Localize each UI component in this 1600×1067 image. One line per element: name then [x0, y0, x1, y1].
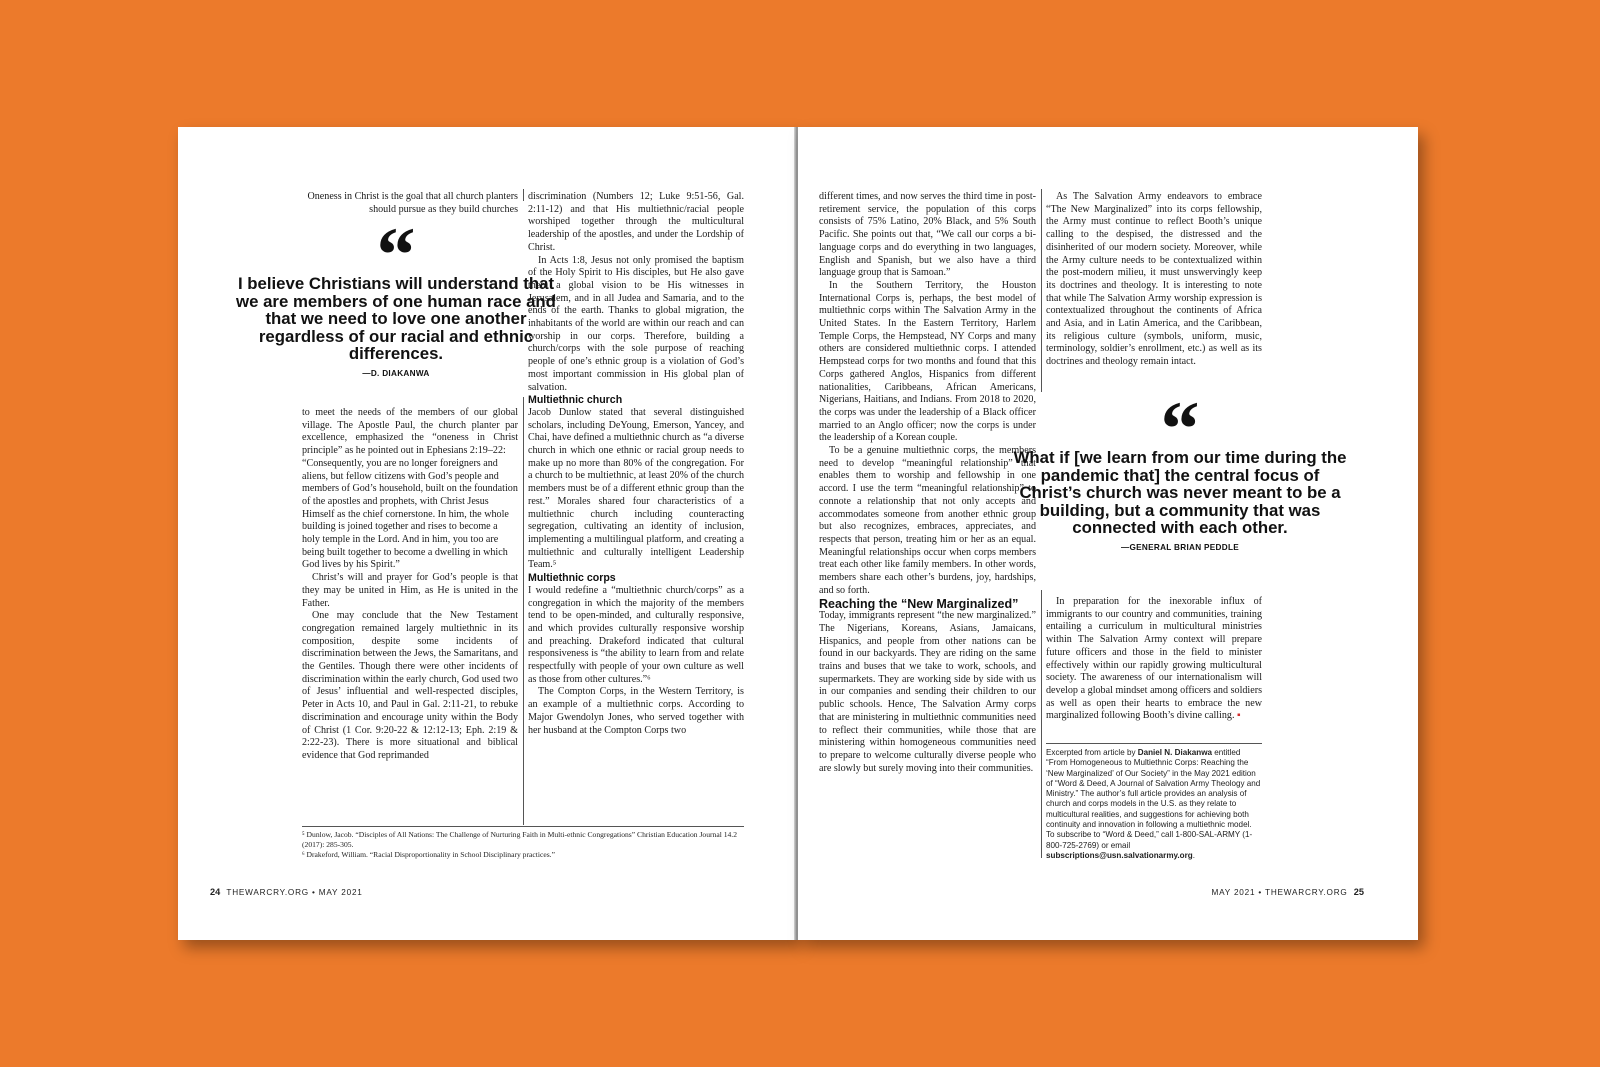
right-pullquote — [1010, 385, 1350, 552]
right-pullquote-text: What if [we learn from our time during the pandemic that] the central focus of Christ’s church was never meant to be a building, but a community that was connected with each other. — [1013, 448, 1347, 538]
left-block-quote: “Consequently, you are no longer foreigners and aliens, but fellow citizens with God’s people and members of God’s household, built on the foundation of the apostles and prophets, with Christ Jesus Himself as the chief cornerstone. In him, the whole building is joined together and rises to become a holy temple in the Lord. And in him, you too are being built together to become a dwelling in which God lives by his Spirit.” — [302, 457, 518, 571]
column-rule — [1041, 189, 1042, 392]
right-col2-bottom — [1046, 596, 1262, 723]
quote-mark-icon: “ — [376, 211, 416, 298]
credit-rule — [1046, 743, 1262, 744]
left-col1-top-text: Oneness in Christ is the goal that all church planters should pursue as they build churches — [307, 191, 518, 215]
left-col2 — [528, 191, 744, 737]
left-col1-p2: Christ’s will and prayer for God’s people is that they may be united in Him, as He is united in the Father. — [302, 572, 518, 609]
column-rule — [1041, 590, 1042, 858]
end-mark-icon: ▪ — [1237, 710, 1241, 722]
credit-text-end: . — [1192, 850, 1195, 860]
page-number: 25 — [1353, 887, 1364, 897]
left-col1-p3: One may conclude that the New Testament congregation remained largely multiethnic in its composition, despite some incidents of discrimination between the Jews, the Samaritans, and the Gentiles. Though there were other incidents of discrimination within the early church, God used two of Jesus’ influential and well-respected disciples, Peter in Acts 10, and Paul in Gal. 2:11-21, to rebuke discrimination and encourage unity within the Body of Christ (1 Cor. 9:20-22 & 12:12-13; Eph. 2:19 & 2:22-23). There is more situational and biblical evidence that God reprimanded — [302, 610, 518, 761]
page-left — [178, 127, 796, 940]
page-right — [798, 127, 1418, 940]
right-col2-p2 — [1046, 596, 1262, 723]
subscription-email: subscriptions@usn.salvationarmy.org — [1046, 850, 1193, 860]
right-folio — [1211, 887, 1364, 897]
left-col2-p3: Jacob Dunlow stated that several distinguished scholars, including DeYoung, Emerson, Yancey, and Chai, have defined a multiethnic church as “a diverse church in which one ethnic or racial group needs to make up no more than 80% of the congregation. For a church to be multiethnic, at least 20% of the church members must be of a different ethnic group than the rest.” Morales shared four characteristics of a multiethnic church including counteracting segregation, cultivating an identity of inclusion, implementing a multilingual platform, and creating a multiethnic and culturally intelligent Leadership Team.⁵ — [528, 406, 744, 571]
left-col2-p2: In Acts 1:8, Jesus not only promised the baptism of the Holy Spirit to His disciples, but He also gave them a global vision to be His witnesses in Jerusalem, and in all Judea and Samaria, and to the ends of the earth. Thanks to global migration, the inhabitants of the world are within our reach and can worship in our corps. Therefore, building a church/corps with the sole purpose of reaching people of one’s ethnic group is a violation of God’s most important commission in His global plan of salvation. — [528, 254, 744, 393]
right-pullquote-attribution: —GENERAL BRIAN PEDDLE — [1120, 542, 1240, 552]
right-col1 — [819, 191, 1036, 775]
left-folio-text: THEWARCRY.ORG • MAY 2021 — [226, 888, 363, 897]
page-number: 24 — [210, 887, 221, 897]
subhead-multiethnic-church: Multiethnic church — [528, 394, 623, 407]
footnotes — [302, 830, 744, 860]
subhead-multiethnic-corps: Multiethnic corps — [528, 572, 616, 585]
left-pullquote-attribution: —D. DIAKANWA — [362, 368, 430, 378]
footnote-5: ⁵ Dunlow, Jacob. “Disciples of All Nations: The Challenge of Nurturing Faith in Multi-ethnic Congregations” Christian Education Journal 14.2 (2017): 285-305. — [302, 830, 737, 849]
right-col1-p3: To be a genuine multiethnic corps, the members need to develop “meaningful relationship” that enables them to worship and fellowship in one accord. I use the term “meaningful relationship” to connote a relationship that not only accepts and accommodates someone from another ethnic group but also recognizes, embraces, appreciates, and respects that person, treating him or her as an equal. Meaningful relationships occur when corps members treat each other like family members. In other words, members share each other’s burdens, joy, hardships, and so forth. — [819, 445, 1036, 596]
article-credit — [1046, 748, 1262, 861]
left-col2-p1: discrimination (Numbers 12; Luke 9:51-56, Gal. 2:11-12) and that His multiethnic/racial people worshiped together through the multicultural leadership of the apostles, and under the Lordship of Christ. — [528, 191, 744, 253]
credit-author: Daniel N. Diakanwa — [1137, 748, 1212, 757]
magazine-spread — [178, 127, 1418, 940]
credit-text-b: entitled “From Homogeneous to Multiethnic Corps: Reaching the ‘New Marginalized’ of Our Society” in the May 2021 edition of “Word & Deed, A Journal of Salvation Army Theology and Ministry.” The author’s full article provides an analysis of church and corps models in the U.S. as they relate to multicultural realities, and suggestions for achieving both continuity and innovation in following a multiethnic model. To subscribe to “Word & Deed,” call 1-800-SAL-ARMY (1-800-725-2769) or email — [1046, 748, 1261, 850]
section-heading: Reaching the “New Marginalized” — [819, 596, 1019, 611]
right-col1-p4: Today, immigrants represent “the new marginalized.” The Nigerians, Koreans, Asians, Jamaicans, Hispanics, and people from other nations can be found in our backyards. They are riding on the same trains and buses that we take to work, schools, and supermarkets. They are working side by side with us in our companies and sending their children to our public schools. Hence, The Salvation Army corps that are ministering in multiethnic communities need to reflect their communities, while those that are ministering within homogeneous communities need to prepare to welcome culturally diverse people who are slowly but surely moving into their communities. — [819, 610, 1036, 774]
right-col1-p1: different times, and now serves the third time in post-retirement service, the population of this corps consists of 75% Latino, 20% Black, and 5% South Pacific. She points out that, “We call our corps a bi-language corps and do everything in two languages, English and Spanish, but we also have a third language group that is Samoan.” — [819, 191, 1036, 279]
left-col1-p1: to meet the needs of the members of our global village. The Apostle Paul, the church planter par excellence, emphasized the “oneness in Christ principle” as he pointed out in Ephesians 2:19–22: — [302, 407, 518, 457]
right-col2-p2-text: In preparation for the inexorable influx of immigrants to our country and communities, training entailing a curriculum in multicultural ministries within The Salvation Army context will prepare future officers and those in the field to minister effectively within our rapidly growing multicultural society. The awareness of our internationalism will develop a global mindset among officers and soldiers as well as open their hearts to embrace the new marginalized following Booth’s divine calling. — [1046, 596, 1262, 722]
right-folio-text: MAY 2021 • THEWARCRY.ORG — [1211, 888, 1348, 897]
left-pullquote-text: I believe Christians will understand that we are members of one human race and that we need to love one another regardless of our racial and ethnic differences. — [236, 274, 556, 364]
right-col1-p2: In the Southern Territory, the Houston International Corps is, perhaps, the best model of multiethnic corps within The Salvation Army in the United States. In the Eastern Territory, Harlem Temple Corps, the Hempstead, NY Corps and many others are considered multiethnic corps. I attended Hempstead corps for two months and found that this Corps gathered Anglos, Hispanics from different nationalities, Caribbeans, African Americans, Nigerians, Haitians, and Indians. From 2018 to 2020, the corps was under the leadership of a Black officer married to an Anglo officer; now the corps is under the leadership of a Korean couple. — [819, 279, 1036, 444]
right-col2-top — [1046, 191, 1262, 369]
left-pullquote — [234, 211, 558, 378]
quote-mark-icon: “ — [1160, 385, 1200, 472]
left-folio — [210, 887, 363, 897]
right-col2-p1: As The Salvation Army endeavors to embrace “The New Marginalized” into its corps fellowship, the Army must continue to reflect Booth’s unique calling to the despised, the distressed and the disinherited of our modern society. Moreover, while the Army culture needs to be contextualized within the post-modern milieu, it must unswervingly keep its doctrines and theology. It is interesting to note that while The Salvation Army worship expression is contextualized throughout the continents of Africa and Asia, and in Latin America, and the Caribbean, its religious culture (symbols, uniform, music, terminology, soldier’s enrollment, etc.) as well as its doctrines and theology remain intact. — [1046, 191, 1262, 368]
left-col1 — [302, 407, 518, 763]
credit-text-a: Excerpted from article by — [1046, 748, 1138, 757]
footnote-6: ⁶ Drakeford, William. “Racial Disproportionality in School Disciplinary practices.” — [302, 850, 555, 859]
left-col2-p5: The Compton Corps, in the Western Territory, is an example of a multiethnic corps. According to Major Gwendolyn Jones, who served together with her husband at the Compton Corps two — [528, 686, 744, 736]
left-col2-p4: I would redefine a “multiethnic church/corps” as a congregation in which the majority of the members tend to be open-minded, and culturally responsive, and which provides culturally responsive worship and preaching. Drakeford indicated that cultural responsiveness is “the ability to learn from and relate respectfully with people of your own culture as well as those from other cultures.”⁶ — [528, 584, 744, 685]
column-rule — [523, 397, 524, 825]
footnote-rule — [302, 826, 744, 827]
column-rule — [523, 189, 524, 201]
